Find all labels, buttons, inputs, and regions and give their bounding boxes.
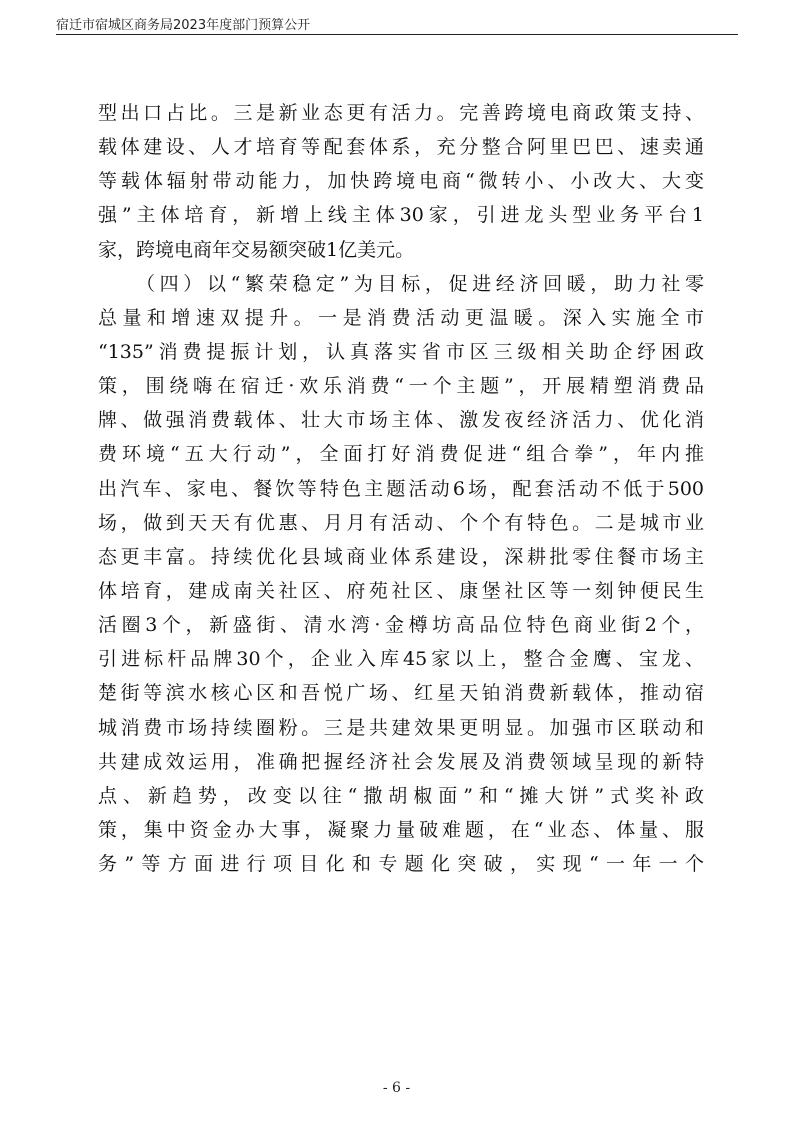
text-line: 场，做到天天有优惠、月月有活动、个个有特色。二是城市业	[98, 511, 704, 534]
text-line: 牌、做强消费载体、壮大市场主体、激发夜经济活力、优化消	[98, 409, 704, 432]
text-line: 策，集中资金办大事，凝聚力量破难题，在“业态、体量、服	[98, 818, 704, 841]
text-line: 共建成效运用，准确把握经济社会发展及消费领域呈现的新特	[98, 750, 704, 773]
text-line: 体培育，建成南关社区、府苑社区、康堡社区等一刻钟便民生	[98, 579, 704, 602]
text-line: 引进标杆品牌30个，企业入库45家以上，整合金鹰、宝龙、	[98, 648, 704, 671]
text-line: 点、新趋势，改变以往“撒胡椒面”和“摊大饼”式奖补政	[98, 784, 704, 807]
text-line: 费环境“五大行动”，全面打好消费促进“组合拳”，年内推	[98, 443, 704, 466]
text-line: 策，围绕嗨在宿迁·欢乐消费“一个主题”，开展精塑消费品	[98, 375, 704, 398]
page-header	[56, 8, 738, 35]
page-number: - 6 -	[382, 1080, 411, 1096]
text-line: 载体建设、人才培育等配套体系，充分整合阿里巴巴、速卖通	[98, 136, 704, 159]
text-line: 强”主体培育，新增上线主体30家，引进龙头型业务平台1	[98, 204, 704, 227]
text-line: 总量和增速双提升。一是消费活动更温暖。深入实施全市	[98, 306, 704, 329]
header-title: 宿迁市宿城区商务局2023年度部门预算公开	[56, 18, 311, 33]
text-line: “135”消费提振计划，认真落实省市区三级相关助企纾困政	[98, 340, 704, 363]
paragraph-start: （四）以“繁荣稳定”为目标，促进经济回暖，助力社零	[136, 272, 704, 295]
text-line: 务”等方面进行项目化和专题化突破，实现“一年一个	[98, 853, 704, 876]
text-line: 楚街等滨水核心区和吾悦广场、红星天铂消费新载体，推动宿	[98, 682, 704, 705]
text-line: 型出口占比。三是新业态更有活力。完善跨境电商政策支持、	[98, 102, 704, 124]
text-line: 城消费市场持续圈粉。三是共建效果更明显。加强市区联动和	[98, 716, 704, 739]
text-line: 等载体辐射带动能力，加快跨境电商“微转小、小改大、大变	[98, 170, 704, 193]
text-line: 活圈3个，新盛街、清水湾·金樽坊高品位特色商业街2个，	[98, 614, 704, 637]
text-line: 出汽车、家电、餐饮等特色主题活动6场，配套活动不低于500	[98, 477, 704, 500]
document-body	[98, 96, 704, 881]
text-line: 家，跨境电商年交易额突破1亿美元。	[98, 238, 415, 261]
text-line: 态更丰富。持续优化县域商业体系建设，深耕批零住餐市场主	[98, 545, 704, 568]
